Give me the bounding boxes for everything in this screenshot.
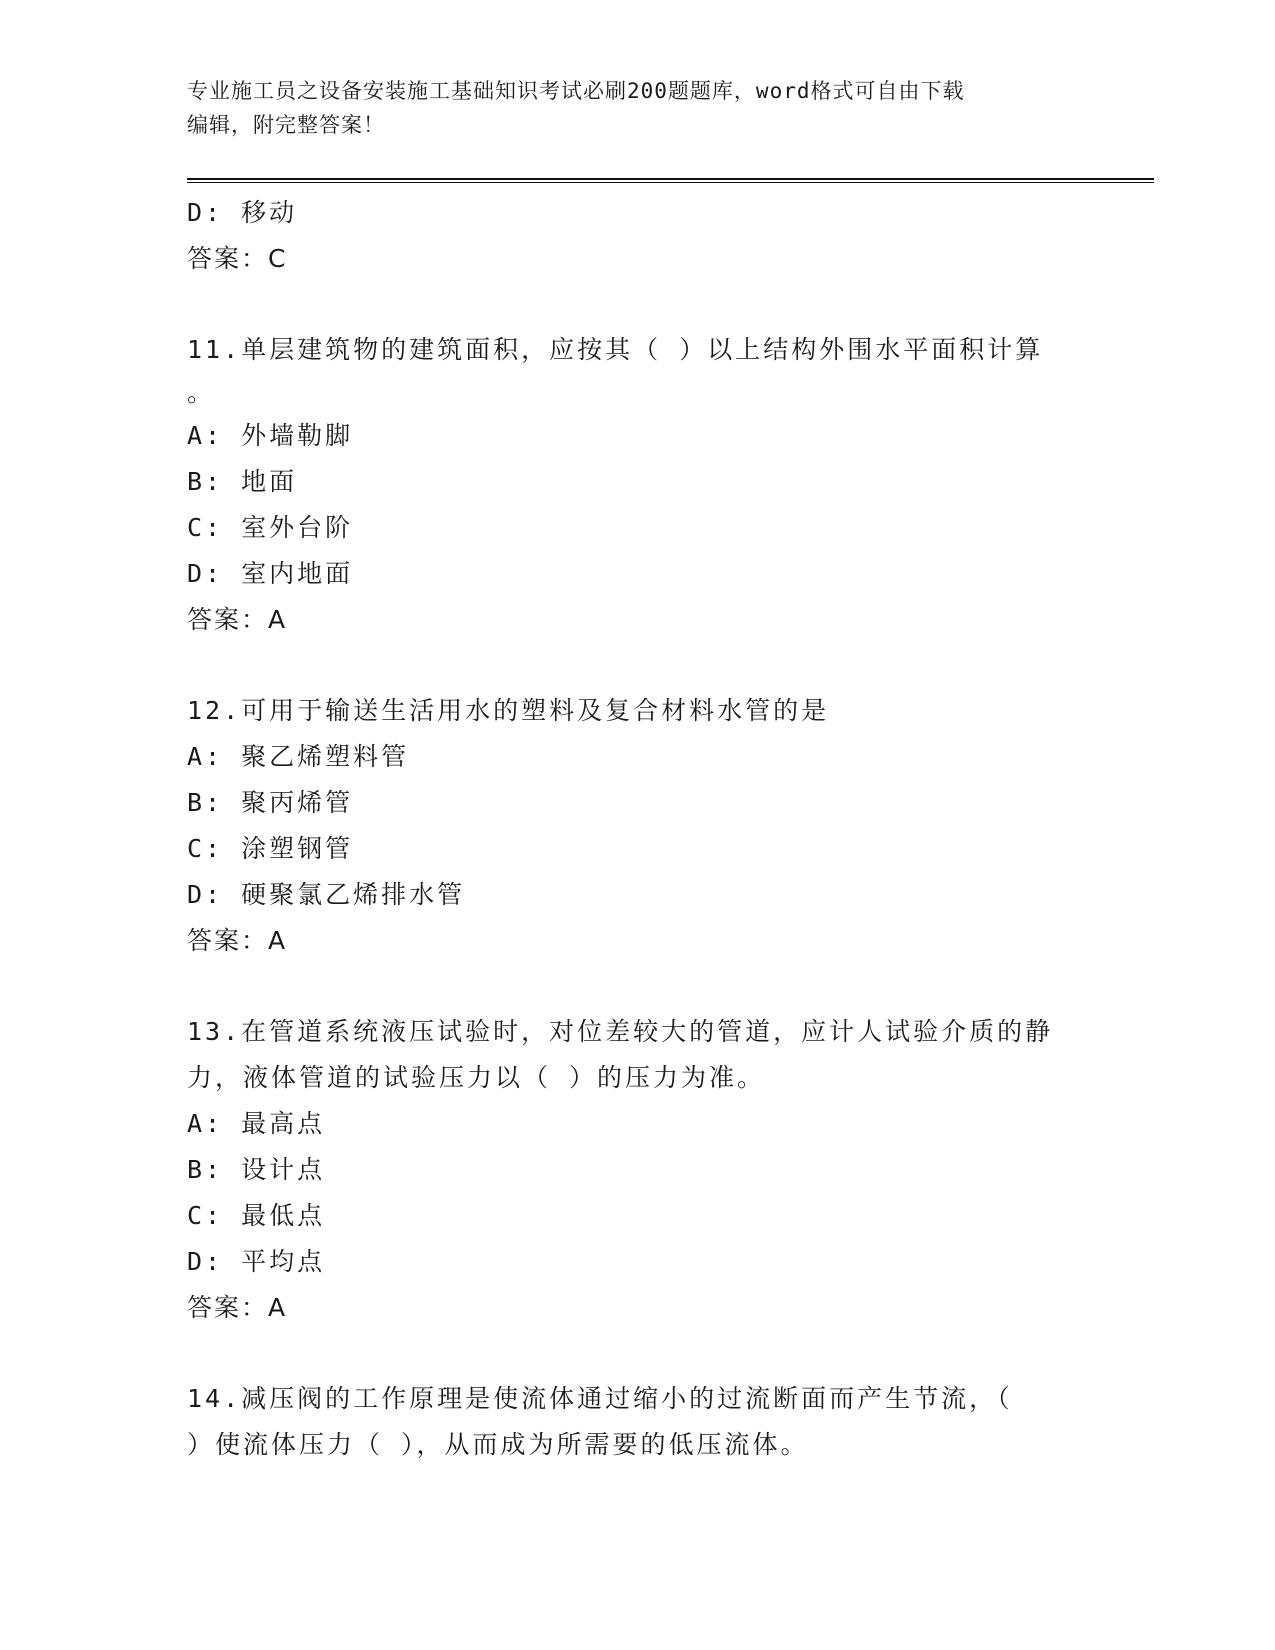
question-13 <box>187 1009 1087 1331</box>
question-12-option-d: D: 硬聚氯乙烯排水管 <box>187 880 466 909</box>
question-11-text-line-1: 11.单层建筑物的建筑面积，应按其（ ）以上结构外围水平面积计算 <box>187 335 1044 364</box>
question-11-answer: 答案：A <box>187 605 288 634</box>
question-13-text-line-2: 力，液体管道的试验压力以（ ）的压力为准。 <box>187 1063 766 1092</box>
question-12 <box>187 688 1087 964</box>
question-13-option-c: C: 最低点 <box>187 1201 326 1230</box>
spacer <box>187 643 1087 688</box>
question-14-text-line-1: 14.减压阀的工作原理是使流体通过缩小的过流断面而产生节流，（ <box>187 1384 1013 1413</box>
question-11-option-a: A: 外墙勒脚 <box>187 421 354 450</box>
question-11-option-b: B: 地面 <box>187 467 298 496</box>
header-line-1: 专业施工员之设备安装施工基础知识考试必刷200题题库，word格式可自由下载 <box>187 79 965 103</box>
question-14-text-line-2: ）使流体压力（ ），从而成为所需要的低压流体。 <box>187 1430 809 1459</box>
question-13-option-d: D: 平均点 <box>187 1247 326 1276</box>
prev-answer: 答案：C <box>187 244 288 273</box>
question-13-option-a: A: 最高点 <box>187 1109 326 1138</box>
question-12-text-line-1: 12.可用于输送生活用水的塑料及复合材料水管的是 <box>187 696 830 725</box>
header-divider-thin <box>187 182 1154 183</box>
question-13-option-b: B: 设计点 <box>187 1155 326 1184</box>
question-14 <box>187 1376 1087 1468</box>
header-line-2: 编辑，附完整答案！ <box>187 113 385 137</box>
prev-option-d: D: 移动 <box>187 198 298 227</box>
spacer <box>187 1331 1087 1376</box>
question-12-option-a: A: 聚乙烯塑料管 <box>187 742 410 771</box>
question-content <box>187 190 1087 1468</box>
page-header <box>187 74 1087 142</box>
question-13-answer: 答案：A <box>187 1293 288 1322</box>
question-11-text-line-2: 。 <box>187 378 216 407</box>
question-12-option-b: B: 聚丙烯管 <box>187 788 354 817</box>
question-12-answer: 答案：A <box>187 926 288 955</box>
question-11-option-d: D: 室内地面 <box>187 559 354 588</box>
question-11-option-c: C: 室外台阶 <box>187 513 354 542</box>
question-11 <box>187 327 1087 643</box>
spacer <box>187 964 1087 1009</box>
question-13-text-line-1: 13.在管道系统液压试验时，对位差较大的管道，应计人试验介质的静 <box>187 1017 1054 1046</box>
header-divider-thick <box>187 178 1154 180</box>
question-12-option-c: C: 涂塑钢管 <box>187 834 354 863</box>
spacer <box>187 282 1087 327</box>
